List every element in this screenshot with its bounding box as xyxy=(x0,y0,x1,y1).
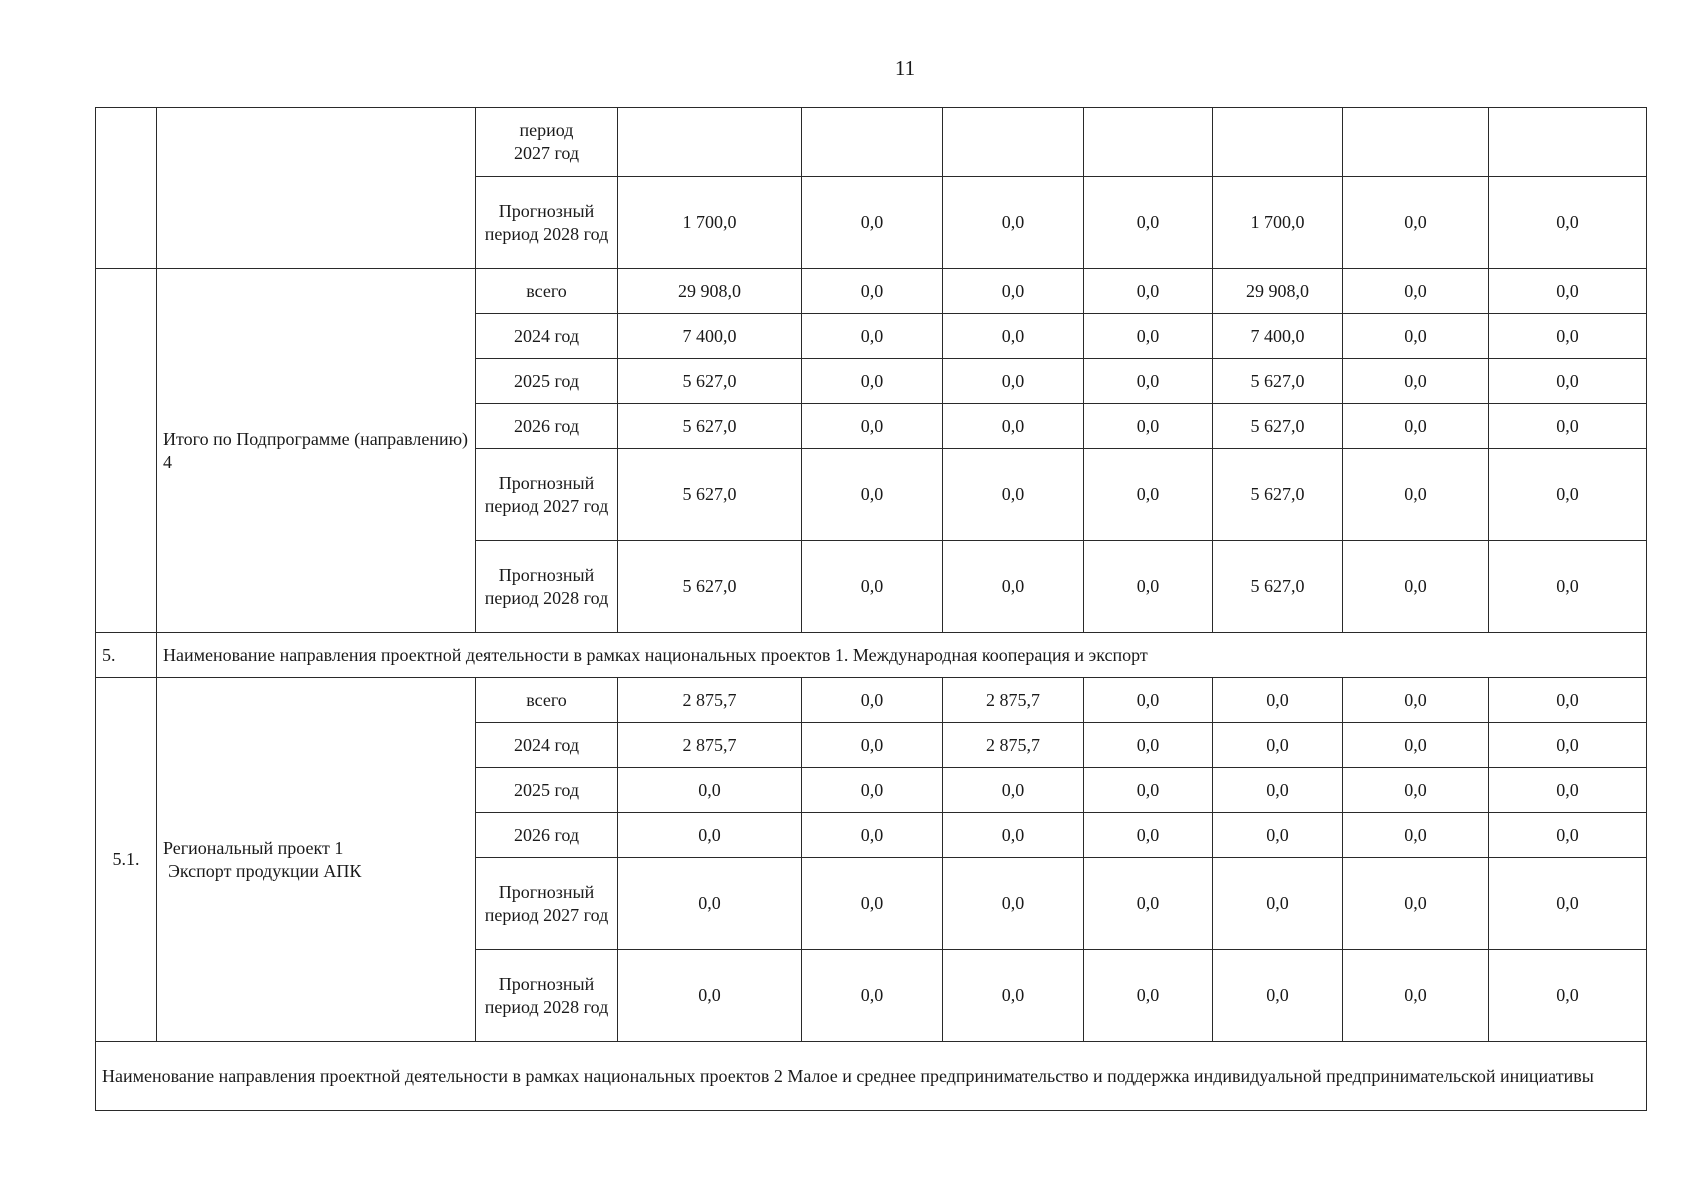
value-cell: 0,0 xyxy=(1343,314,1489,359)
value-cell: 0,0 xyxy=(1343,678,1489,723)
value-cell: 0,0 xyxy=(802,813,943,858)
value-cell: 5 627,0 xyxy=(1213,404,1343,449)
value-cell: 0,0 xyxy=(802,404,943,449)
period-cell: 2025 год xyxy=(476,359,618,404)
value-cell: 0,0 xyxy=(1343,950,1489,1042)
value-cell: 5 627,0 xyxy=(1213,541,1343,633)
value-cell: 0,0 xyxy=(802,449,943,541)
value-cell: 0,0 xyxy=(1084,449,1213,541)
value-cell: 0,0 xyxy=(618,858,802,950)
value-cell: 0,0 xyxy=(943,768,1084,813)
value-cell: 0,0 xyxy=(1489,404,1647,449)
value-cell: 1 700,0 xyxy=(618,177,802,269)
value-cell: 0,0 xyxy=(802,269,943,314)
value-cell: 0,0 xyxy=(943,449,1084,541)
value-cell: 0,0 xyxy=(1343,768,1489,813)
value-cell: 29 908,0 xyxy=(1213,269,1343,314)
value-cell xyxy=(1489,108,1647,177)
value-cell: 0,0 xyxy=(1084,541,1213,633)
value-cell: 5 627,0 xyxy=(1213,359,1343,404)
period-cell: период 2027 год xyxy=(476,108,618,177)
value-cell: 0,0 xyxy=(943,950,1084,1042)
value-cell: 0,0 xyxy=(1489,678,1647,723)
period-cell: 2025 год xyxy=(476,768,618,813)
value-cell: 5 627,0 xyxy=(618,404,802,449)
value-cell: 0,0 xyxy=(1489,950,1647,1042)
value-cell xyxy=(1213,108,1343,177)
num-cell xyxy=(96,108,157,269)
value-cell: 0,0 xyxy=(943,541,1084,633)
value-cell: 0,0 xyxy=(1489,359,1647,404)
value-cell: 5 627,0 xyxy=(618,359,802,404)
section-row xyxy=(96,1042,1647,1111)
value-cell: 0,0 xyxy=(618,768,802,813)
value-cell xyxy=(618,108,802,177)
subprogram-total-label: Итого по Подпрограмме (направлению) 4 xyxy=(157,269,476,633)
value-cell: 0,0 xyxy=(1489,314,1647,359)
value-cell: 5 627,0 xyxy=(618,449,802,541)
value-cell: 0,0 xyxy=(1489,449,1647,541)
value-cell: 0,0 xyxy=(1489,768,1647,813)
value-cell: 0,0 xyxy=(1084,950,1213,1042)
value-cell: 0,0 xyxy=(943,858,1084,950)
value-cell: 0,0 xyxy=(943,813,1084,858)
value-cell: 7 400,0 xyxy=(618,314,802,359)
value-cell: 2 875,7 xyxy=(618,678,802,723)
value-cell: 0,0 xyxy=(943,359,1084,404)
value-cell: 0,0 xyxy=(802,768,943,813)
period-cell: всего xyxy=(476,269,618,314)
value-cell: 0,0 xyxy=(1084,269,1213,314)
value-cell: 0,0 xyxy=(1343,177,1489,269)
value-cell: 0,0 xyxy=(1084,404,1213,449)
value-cell: 0,0 xyxy=(943,404,1084,449)
value-cell: 0,0 xyxy=(1489,177,1647,269)
section-number: 5. xyxy=(96,633,157,678)
value-cell: 0,0 xyxy=(802,359,943,404)
value-cell: 0,0 xyxy=(802,314,943,359)
value-cell: 0,0 xyxy=(802,541,943,633)
value-cell: 0,0 xyxy=(1213,858,1343,950)
value-cell xyxy=(1084,108,1213,177)
value-cell: 0,0 xyxy=(802,723,943,768)
value-cell: 0,0 xyxy=(1489,541,1647,633)
period-cell: 2026 год xyxy=(476,813,618,858)
value-cell: 0,0 xyxy=(618,813,802,858)
period-cell: 2024 год xyxy=(476,314,618,359)
label-cell xyxy=(157,108,476,269)
value-cell: 0,0 xyxy=(1084,768,1213,813)
project-label xyxy=(157,678,476,1042)
value-cell: 2 875,7 xyxy=(943,723,1084,768)
period-cell: Прогнозный период 2028 год xyxy=(476,541,618,633)
value-cell: 0,0 xyxy=(943,269,1084,314)
value-cell: 0,0 xyxy=(1084,678,1213,723)
value-cell: 29 908,0 xyxy=(618,269,802,314)
num-cell xyxy=(96,269,157,633)
project-number: 5.1. xyxy=(96,678,157,1042)
value-cell: 5 627,0 xyxy=(618,541,802,633)
value-cell xyxy=(943,108,1084,177)
value-cell: 2 875,7 xyxy=(618,723,802,768)
value-cell: 0,0 xyxy=(1343,858,1489,950)
table-row xyxy=(96,108,1647,177)
value-cell: 0,0 xyxy=(618,950,802,1042)
value-cell: 0,0 xyxy=(802,950,943,1042)
budget-table xyxy=(95,107,1647,1111)
period-cell: 2024 год xyxy=(476,723,618,768)
value-cell: 0,0 xyxy=(943,177,1084,269)
page-number: 11 xyxy=(894,56,916,80)
period-cell: Прогнозный период 2027 год xyxy=(476,449,618,541)
value-cell: 0,0 xyxy=(1213,723,1343,768)
section-row xyxy=(96,633,1647,678)
value-cell: 1 700,0 xyxy=(1213,177,1343,269)
value-cell: 0,0 xyxy=(943,314,1084,359)
value-cell: 0,0 xyxy=(1084,177,1213,269)
value-cell: 0,0 xyxy=(802,858,943,950)
value-cell xyxy=(802,108,943,177)
value-cell: 0,0 xyxy=(802,678,943,723)
value-cell: 0,0 xyxy=(1489,269,1647,314)
value-cell: 0,0 xyxy=(1213,768,1343,813)
value-cell: 5 627,0 xyxy=(1213,449,1343,541)
period-cell: всего xyxy=(476,678,618,723)
section-title: Наименование направления проектной деятельности в рамках национальных проектов 2 Малое и среднее предпринимательство и поддержка индивидуальной предпринимательской инициативы xyxy=(96,1042,1647,1111)
value-cell: 0,0 xyxy=(1084,359,1213,404)
period-cell: Прогнозный период 2028 год xyxy=(476,177,618,269)
value-cell: 0,0 xyxy=(1489,858,1647,950)
value-cell: 0,0 xyxy=(1343,449,1489,541)
value-cell: 0,0 xyxy=(1489,813,1647,858)
value-cell: 0,0 xyxy=(1213,950,1343,1042)
period-cell: Прогнозный период 2028 год xyxy=(476,950,618,1042)
value-cell: 0,0 xyxy=(1343,359,1489,404)
value-cell: 0,0 xyxy=(1084,314,1213,359)
project-label-line1: Региональный проект 1 xyxy=(163,837,344,858)
value-cell xyxy=(1343,108,1489,177)
value-cell: 0,0 xyxy=(1084,858,1213,950)
value-cell: 0,0 xyxy=(1343,269,1489,314)
table-row xyxy=(96,678,1647,723)
value-cell: 0,0 xyxy=(1084,723,1213,768)
period-cell: 2026 год xyxy=(476,404,618,449)
value-cell: 0,0 xyxy=(1343,813,1489,858)
value-cell: 0,0 xyxy=(1489,723,1647,768)
value-cell: 0,0 xyxy=(802,177,943,269)
value-cell: 0,0 xyxy=(1213,678,1343,723)
project-label-line2: Экспорт продукции АПК xyxy=(168,860,362,881)
value-cell: 2 875,7 xyxy=(943,678,1084,723)
value-cell: 0,0 xyxy=(1343,723,1489,768)
value-cell: 0,0 xyxy=(1084,813,1213,858)
value-cell: 0,0 xyxy=(1213,813,1343,858)
value-cell: 7 400,0 xyxy=(1213,314,1343,359)
period-cell: Прогнозный период 2027 год xyxy=(476,858,618,950)
section-title: Наименование направления проектной деятельности в рамках национальных проектов 1. Международная кооперация и экспорт xyxy=(157,633,1647,678)
value-cell: 0,0 xyxy=(1343,541,1489,633)
value-cell: 0,0 xyxy=(1343,404,1489,449)
table-row xyxy=(96,269,1647,314)
